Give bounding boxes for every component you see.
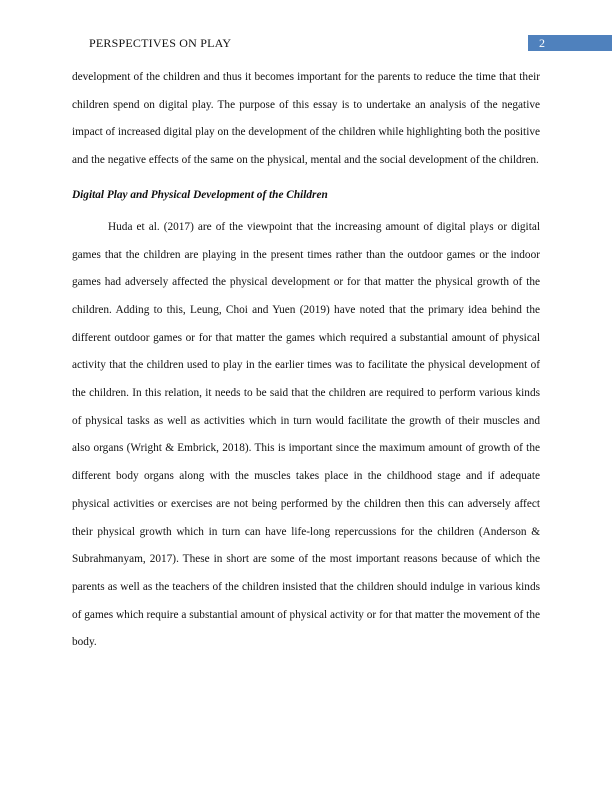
page-number: 2: [539, 36, 545, 50]
section-heading: Digital Play and Physical Development of the Children: [72, 188, 328, 201]
page-number-bar: [528, 35, 612, 51]
body-paragraph: development of the children and thus it becomes important for the parents to reduce the time that their children spend on digital play. The purpose of this essay is to undertake an analysis of the negative impact of increased digital play on the development of the children while highlighting both the positive and the negative effects of the same on the physical, mental and the social development of the children.: [72, 71, 540, 167]
running-head: PERSPECTIVES ON PLAY: [89, 36, 232, 50]
body-paragraph: Huda et al. (2017) are of the viewpoint that the increasing amount of digital plays or digital games that the children are playing in the present times rather than the outdoor games or the indoor games had adversely affected the physical development or for that matter the physical growth of the children. Adding to this, Leung, Choi and Yuen (2019) have noted that the primary idea behind the different outdoor games or for that matter the games which required a substantial amount of physical activity that the children used to play in the earlier times was to facilitate the physical development of the children. In this relation, it needs to be said that the children are required to perform various kinds of physical tasks as well as activities which in turn would facilitate the growth of their muscles and also organs (Wright & Embrick, 2018). This is important since the maximum amount of growth of the different body organs along with the muscles takes place in the childhood stage and if adequate physical activities or exercises are not being performed by the children then this can adversely affect their physical growth which in turn can have life-long repercussions for the children (Anderson & Subrahmanyam, 2017). These in short are some of the most important reasons because of which the parents as well as the teachers of the children insisted that the children should indulge in various kinds of games which require a substantial amount of physical activity or for that matter the movement of the body.: [72, 220, 540, 649]
document-body: [72, 64, 540, 657]
page-header: [0, 34, 612, 52]
